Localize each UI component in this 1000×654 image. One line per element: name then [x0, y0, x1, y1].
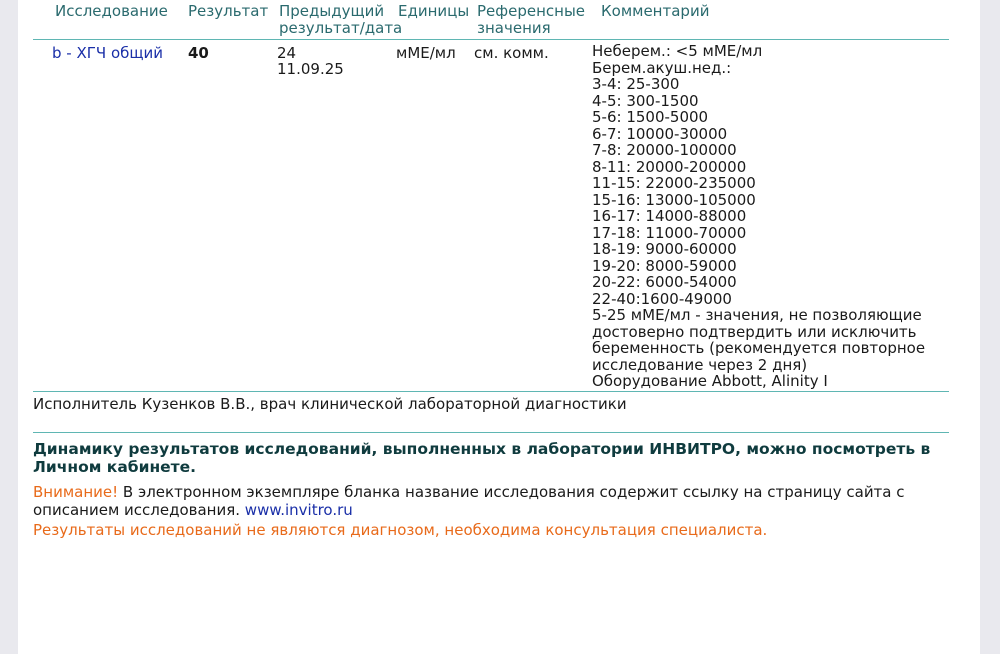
header-previous-line1: Предыдущий [279, 2, 385, 20]
comment-line: 7-8: 20000-100000 [592, 141, 737, 159]
section-divider [33, 432, 949, 433]
header-units: Единицы [398, 2, 470, 20]
header-reference-line2: значения [477, 19, 551, 37]
header-reference [477, 3, 585, 37]
comment-line: беременность (рекомендуется повторное [592, 339, 926, 357]
previous-value: 24 [277, 44, 297, 62]
comment-line: 17-18: 11000-70000 [592, 223, 747, 242]
header-previous [279, 3, 402, 37]
comment-line: 15-16: 13000-105000 [592, 190, 756, 209]
comment-line: достоверно подтвердить или исключить [592, 322, 917, 341]
comment-line: 6-7: 10000-30000 [592, 124, 728, 143]
header-comment: Комментарий [601, 2, 710, 20]
header-study: Исследование [55, 2, 168, 20]
reference-value: см. комм. [474, 44, 549, 62]
comment-line: 3-4: 25-300 [592, 75, 680, 93]
header-previous-line2: результат/дата [279, 19, 403, 37]
comment-line: 5-25 мМЕ/мл - значения, не позволяющие [592, 306, 922, 324]
comment-line: 18-19: 9000-60000 [592, 240, 737, 258]
header-result: Результат [188, 2, 269, 20]
comment-line: Неберем.: <5 мМЕ/мл [592, 42, 763, 60]
comment-line: Оборудование Abbott, Alinity I [592, 372, 828, 390]
comment-line: исследование через 2 дня) [592, 355, 808, 374]
comment-line: 8-11: 20000-200000 [592, 157, 747, 176]
previous-date: 11.09.25 [277, 60, 344, 78]
invitro-site-link[interactable]: www.invitro.ru [244, 501, 353, 519]
header-divider [33, 39, 949, 40]
notice-text: В электронном экземпляре бланка название исследования содержит ссылку на страницу сайта с описанием исследования. [33, 483, 905, 519]
comment-block [592, 43, 925, 390]
row-divider [33, 391, 949, 392]
comment-line: 20-22: 6000-54000 [592, 273, 737, 291]
study-link[interactable]: b - ХГЧ общий [52, 44, 163, 62]
comment-line: Берем.акуш.нед.: [592, 58, 732, 77]
comment-line: 19-20: 8000-59000 [592, 256, 737, 275]
comment-line: 5-6: 1500-5000 [592, 108, 709, 126]
comment-line: 16-17: 14000-88000 [592, 207, 747, 225]
comment-line: 11-15: 22000-235000 [592, 174, 756, 192]
executor-line: Исполнитель Кузенков В.В., врач клинической лабораторной диагностики [33, 395, 627, 413]
warning-label: Внимание! [33, 483, 119, 501]
diagnosis-disclaimer: Результаты исследований не являются диагнозом, необходима консультация специалиста. [33, 521, 768, 539]
header-reference-line1: Референсные [477, 2, 586, 20]
electronic-copy-notice [33, 483, 943, 519]
result-value: 40 [188, 44, 209, 62]
dynamics-note: Динамику результатов исследований, выполненных в лаборатории ИНВИТРО, можно посмотреть в Личном кабинете. [33, 440, 931, 476]
comment-line: 4-5: 300-1500 [592, 91, 699, 110]
comment-line: 22-40:1600-49000 [592, 289, 732, 308]
units-value: мМЕ/мл [396, 44, 456, 62]
previous-result [277, 45, 344, 77]
